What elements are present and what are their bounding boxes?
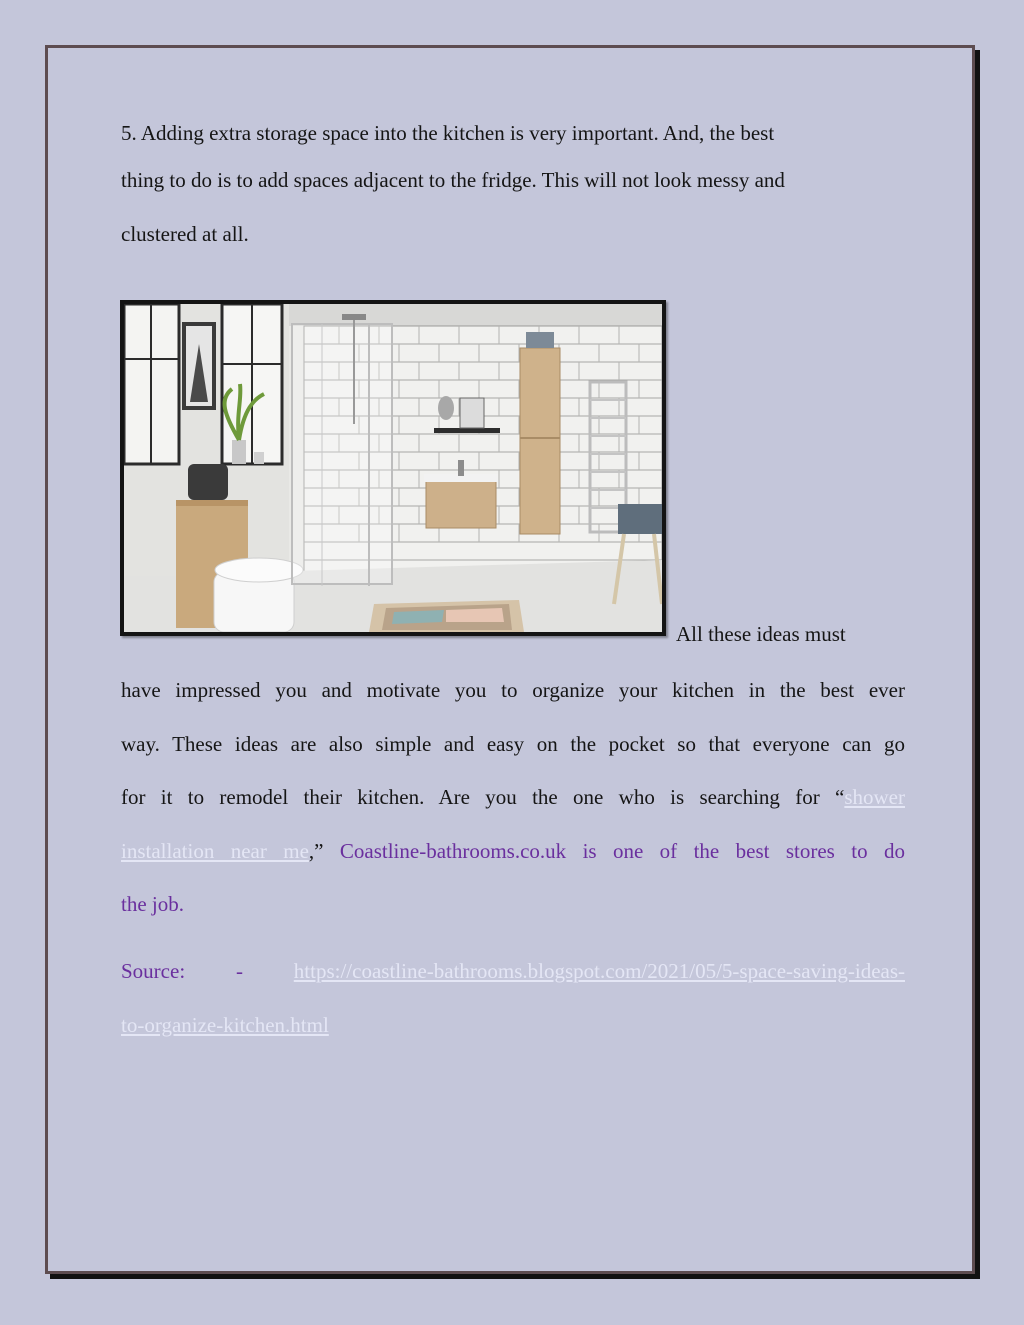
bathroom-photo xyxy=(120,300,666,636)
source-line xyxy=(121,944,905,998)
image-caption-text: All these ideas must xyxy=(676,622,846,646)
shower-installation-link[interactable]: shower xyxy=(844,785,905,809)
paragraph-text: ,” xyxy=(308,838,340,863)
source-link-continued[interactable]: to-organize-kitchen.html xyxy=(121,1013,329,1037)
source-line xyxy=(121,998,905,1052)
paragraph-line: the job. xyxy=(121,892,184,916)
paragraph-line: clustered at all. xyxy=(121,222,249,246)
paragraph-line: have impressed you and motivate you to organize your kitchen in the best ever xyxy=(121,678,905,702)
paragraph-line xyxy=(121,825,905,879)
paragraph-text: for it to remodel their kitchen. Are you the one who is searching for “ xyxy=(121,785,845,809)
paragraph-line: thing to do is to add spaces adjacent to the fridge. This will not look messy and xyxy=(121,168,785,192)
paragraph-line xyxy=(121,771,905,825)
store-mention-text: Coastline-bathrooms.co.uk is one of the best stores to do xyxy=(339,838,905,863)
source-link[interactable]: https://coastline-bathrooms.blogspot.com/2021/05/5-space-saving-ideas- xyxy=(293,959,905,983)
shower-installation-link-continued[interactable]: installation near me xyxy=(121,838,309,863)
paragraph-storage-tip xyxy=(121,118,905,258)
paragraph-line: 5. Adding extra storage space into the kitchen is very important. And, the best xyxy=(121,121,775,145)
source-label: Source: - xyxy=(121,959,294,983)
paragraph-conclusion xyxy=(121,664,905,932)
paragraph-line: way. These ideas are also simple and easy on the pocket so that everyone can go xyxy=(121,731,905,756)
bathroom-illustration xyxy=(124,304,662,632)
source-citation xyxy=(121,944,905,1052)
